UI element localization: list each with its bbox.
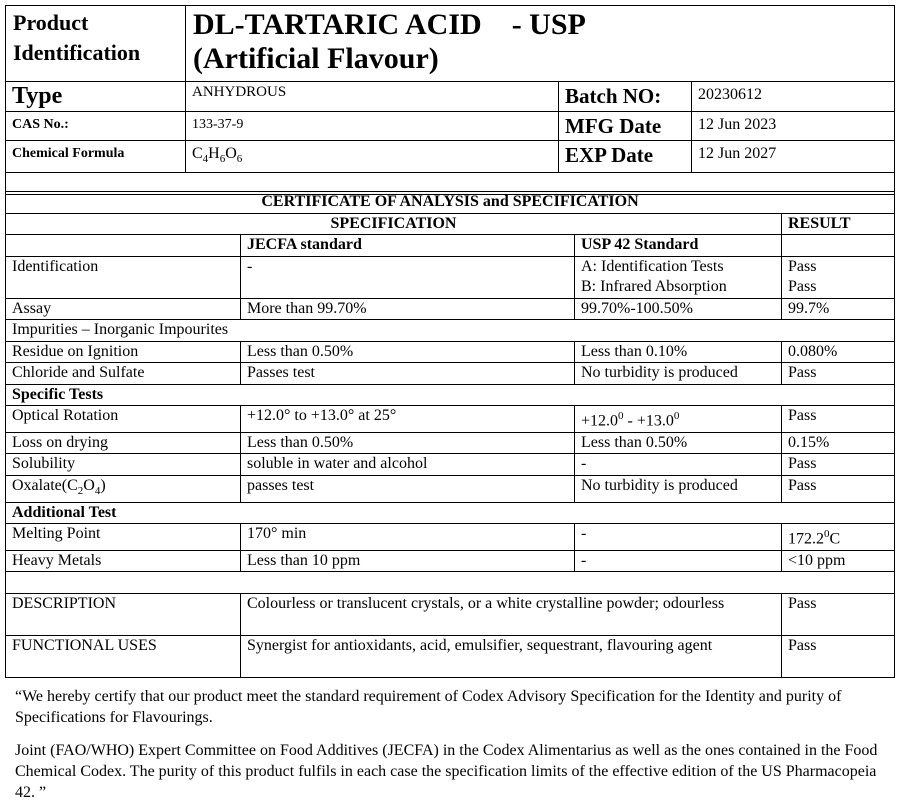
- product-header-table: [5, 5, 895, 195]
- table-row: FUNCTIONAL USES Synergist for antioxidants, acid, emulsifier, sequestrant, flavouring agent Pass: [6, 636, 895, 678]
- specification-table: [5, 191, 895, 678]
- table-row: Chloride and Sulfate Passes test No turbidity is produced Pass: [6, 363, 895, 385]
- certification-statement: “We hereby certify that our product meet the standard requirement of Codex Advisory Specification for the Identity and purity of Specifications for Flavourings.: [15, 688, 842, 726]
- header-blank-cell: [6, 235, 241, 257]
- usp-header: USP 42 Standard: [575, 235, 782, 257]
- spacer-row: [6, 572, 895, 594]
- table-row: Melting Point 170° min - 172.2$^0$C: [6, 524, 895, 551]
- product-title: DL-TARTARIC ACID - USP (Artificial Flavour): [186, 6, 895, 82]
- type-value: ANHYDROUS: [186, 82, 559, 112]
- type-label: Type: [6, 82, 186, 112]
- mfg-date-label: MFG Date: [559, 112, 692, 141]
- cas-label: CAS No.:: [6, 112, 186, 141]
- specification-header: SPECIFICATION: [6, 213, 782, 235]
- section-row: Impurities – Inorganic Impourites: [6, 320, 895, 342]
- table-row: Residue on Ignition Less than 0.50% Less than 0.10% 0.080%: [6, 341, 895, 363]
- exp-date-label: EXP Date: [559, 141, 692, 173]
- exp-date-value: 12 Jun 2027: [692, 141, 895, 173]
- product-identification-label: Product Identification: [6, 6, 186, 82]
- table-row: Loss on drying Less than 0.50% Less than 0.50% 0.15%: [6, 432, 895, 454]
- jecfa-header: JECFA standard: [241, 235, 575, 257]
- header-blank-result: [782, 235, 895, 257]
- chemical-formula-value: $C_4H_6O_6$: [186, 141, 559, 173]
- table-row: DESCRIPTION Colourless or translucent crystals, or a white crystalline powder; odourless Pass: [6, 594, 895, 636]
- chemical-formula-label: Chemical Formula: [6, 141, 186, 173]
- table-row: Optical Rotation +12.0° to +13.0° at 25° $+12.0^0 - +13.0^0$ Pass: [6, 406, 895, 433]
- certificate-title: CERTIFICATE OF ANALYSIS and SPECIFICATION: [6, 192, 895, 214]
- table-row: Identification - A: Identification Tests B: Infrared Absorption Pass Pass: [6, 256, 895, 298]
- section-row: Additional Test: [6, 502, 895, 524]
- table-row: $Oxalate(C_2O_4)$ passes test No turbidity is produced Pass: [6, 475, 895, 502]
- table-row: Heavy Metals Less than 10 ppm - <10 ppm: [6, 550, 895, 572]
- batch-label: Batch NO:: [559, 82, 692, 112]
- cas-value: 133-37-9: [186, 112, 559, 141]
- jecfa-statement: Joint (FAO/WHO) Expert Committee on Food Additives (JECFA) in the Codex Alimentarius as well as the ones contained in the Food Chemical Codex. The purity of this product fulfils in each case the specification limits of the effective edition of the US Pharmacopeia 42. ”: [15, 742, 878, 801]
- section-row: Specific Tests: [6, 384, 895, 406]
- batch-value: 20230612: [692, 82, 895, 112]
- result-header: RESULT: [782, 213, 895, 235]
- mfg-date-value: 12 Jun 2023: [692, 112, 895, 141]
- table-row: Assay More than 99.70% 99.70%-100.50% 99.7%: [6, 298, 895, 320]
- table-row: Solubility soluble in water and alcohol - Pass: [6, 454, 895, 476]
